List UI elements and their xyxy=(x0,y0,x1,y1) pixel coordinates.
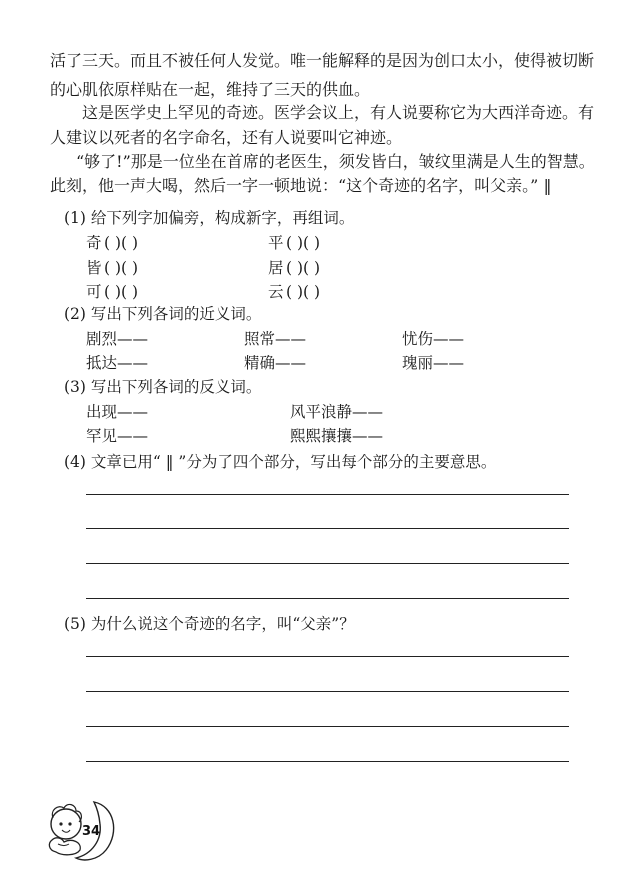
q4-answer-line[interactable] xyxy=(86,598,569,599)
q2-synonym-item[interactable]: 抵达—— xyxy=(86,354,149,372)
q1-item-blank[interactable]: ( )( ) xyxy=(104,283,139,301)
question-4-prompt: (4) 文章已用“ ‖ ”分为了四个部分，写出每个部分的主要意思。 xyxy=(64,453,497,471)
q3-antonym-item[interactable]: 熙熙攘攘—— xyxy=(290,427,384,445)
passage-line-3: 这是医学史上罕见的奇迹。医学会议上，有人说要称它为大西洋奇迹。有 xyxy=(82,103,595,122)
q2-synonym-item[interactable]: 忧伤—— xyxy=(402,330,465,348)
passage-line-2: 的心肌依原样贴在一起，维持了三天的供血。 xyxy=(50,80,371,99)
q5-answer-line[interactable] xyxy=(86,656,569,657)
question-5-prompt: (5) 为什么说这个奇迹的名字，叫“父亲”？ xyxy=(64,615,355,633)
passage-line-5: “够了!”那是一位坐在首席的老医生，须发皆白，皱纹里满是人生的智慧。 xyxy=(76,152,595,171)
q4-answer-line[interactable] xyxy=(86,494,569,495)
q1-item-char: 居 xyxy=(268,259,284,277)
q2-synonym-item[interactable]: 剧烈—— xyxy=(86,330,149,348)
page-number: 34 xyxy=(82,824,101,839)
q5-answer-line[interactable] xyxy=(86,761,569,762)
q2-synonym-item[interactable]: 精确—— xyxy=(244,354,307,372)
question-2-prompt: (2) 写出下列各词的近义词。 xyxy=(64,305,262,323)
passage-line-6: 此刻，他一声大喝，然后一字一顿地说：“这个奇迹的名字，叫父亲。” ‖ xyxy=(50,176,552,195)
q4-answer-line[interactable] xyxy=(86,563,569,564)
q1-item-blank[interactable]: ( )( ) xyxy=(286,259,321,277)
q2-synonym-item[interactable]: 照常—— xyxy=(244,330,307,348)
q3-antonym-item[interactable]: 风平浪静—— xyxy=(290,403,384,421)
question-1-prompt: (1) 给下列字加偏旁，构成新字，再组词。 xyxy=(64,209,355,227)
q1-item-char: 皆 xyxy=(86,259,102,277)
mascot-illustration-icon xyxy=(36,796,126,866)
q1-item-char: 平 xyxy=(268,234,284,252)
q1-item-blank[interactable]: ( )( ) xyxy=(104,234,139,252)
q1-item-char: 可 xyxy=(86,283,102,301)
q1-item-blank[interactable]: ( )( ) xyxy=(286,234,321,252)
q2-synonym-item[interactable]: 瑰丽—— xyxy=(402,354,465,372)
q1-item-char: 奇 xyxy=(86,234,102,252)
q5-answer-line[interactable] xyxy=(86,691,569,692)
q4-answer-line[interactable] xyxy=(86,528,569,529)
q1-item-char: 云 xyxy=(268,283,284,301)
q3-antonym-item[interactable]: 罕见—— xyxy=(86,427,149,445)
q1-item-blank[interactable]: ( )( ) xyxy=(286,283,321,301)
q3-antonym-item[interactable]: 出现—— xyxy=(86,403,149,421)
passage-line-4: 人建议以死者的名字命名，还有人说要叫它神迹。 xyxy=(50,128,403,147)
q1-item-blank[interactable]: ( )( ) xyxy=(104,259,139,277)
q5-answer-line[interactable] xyxy=(86,726,569,727)
question-3-prompt: (3) 写出下列各词的反义词。 xyxy=(64,378,262,396)
passage-line-1: 活了三天。而且不被任何人发觉。唯一能解释的是因为创口太小，使得被切断 xyxy=(50,51,595,70)
